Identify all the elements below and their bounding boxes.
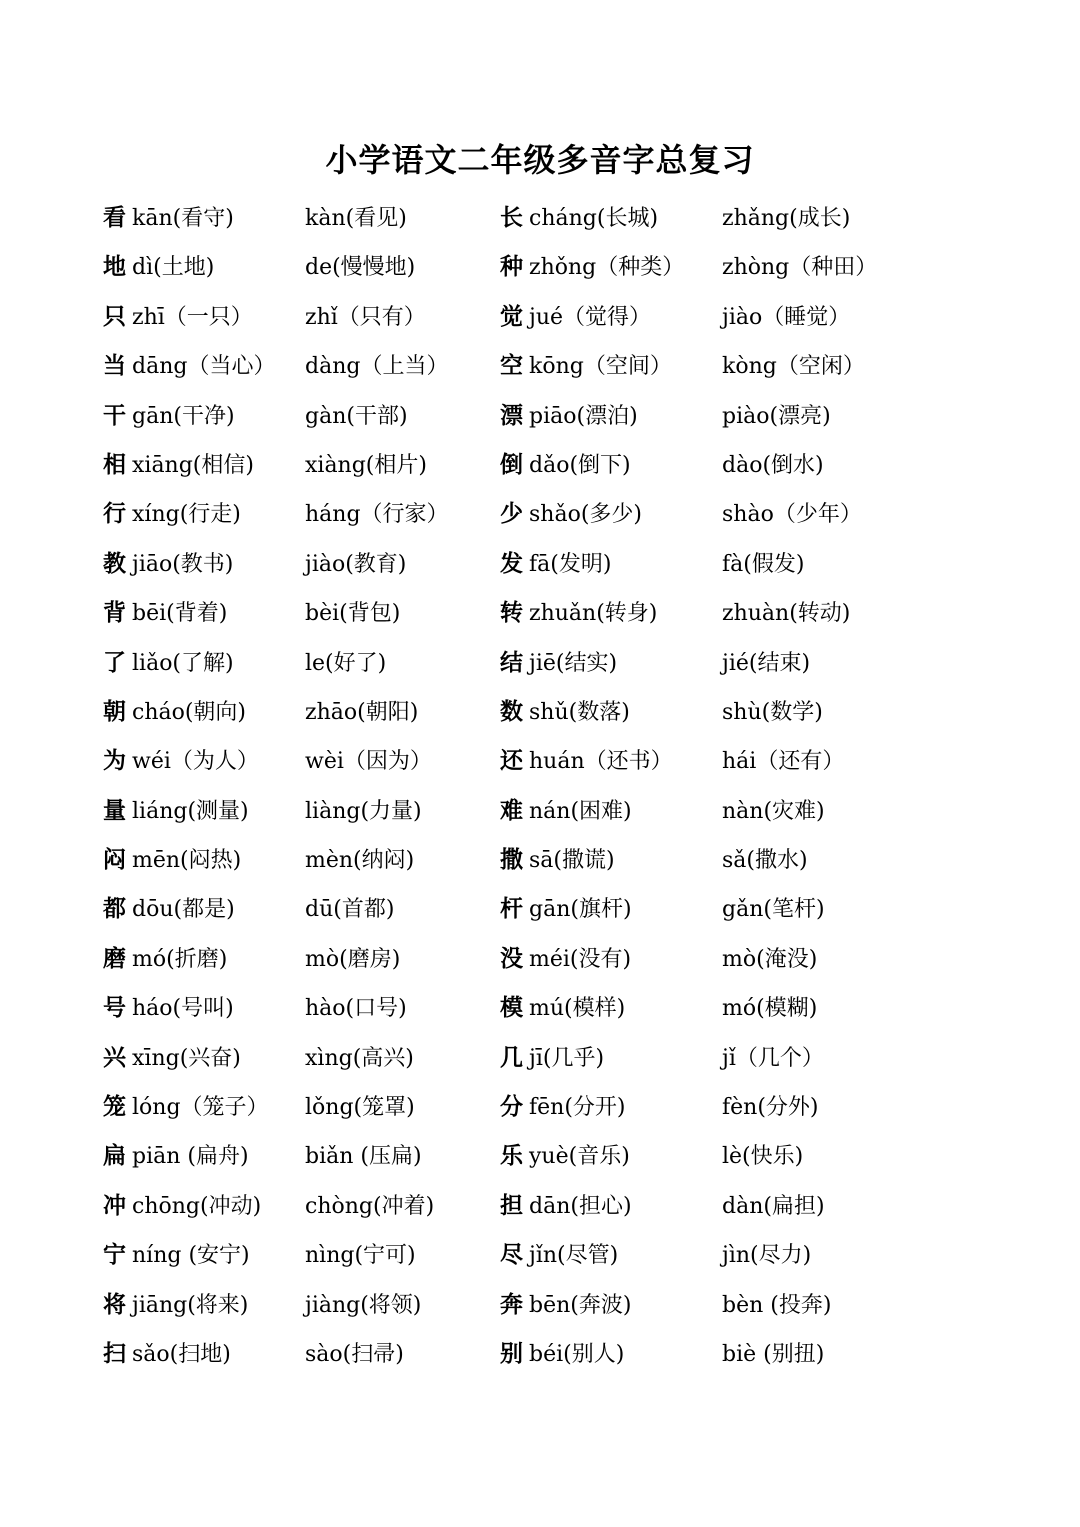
- right-reading-1: [500, 1083, 626, 1132]
- right-reading-1: [500, 194, 658, 243]
- left-r1-text: bēi(背着): [132, 601, 228, 627]
- left-reading-2: [305, 194, 407, 243]
- left-character: 量: [103, 797, 126, 824]
- left-character: 朝: [103, 698, 126, 725]
- right-character: 奔: [500, 1291, 523, 1318]
- right-r1-text: nán(困难): [529, 798, 632, 824]
- right-reading-1: [500, 688, 630, 737]
- right-r1-text: jué（觉得）: [529, 304, 652, 330]
- right-character: 没: [500, 945, 523, 972]
- left-character: 了: [103, 649, 126, 676]
- right-r1-text: zhuǎn(转身): [529, 601, 658, 627]
- left-reading-1: [103, 1132, 249, 1181]
- right-reading-1: [500, 1231, 618, 1280]
- right-reading-2: [722, 885, 825, 934]
- right-r2-text: biè (别扭): [722, 1341, 825, 1367]
- left-r1-text: xīng(兴奋): [132, 1045, 241, 1071]
- left-reading-1: [103, 1330, 231, 1379]
- left-character: 闷: [103, 847, 126, 874]
- left-r2-text: nìng(宁可): [305, 1243, 416, 1269]
- left-r2-text: le(好了): [305, 650, 387, 676]
- right-reading-1: [500, 293, 651, 342]
- left-r1-text: zhī（一只）: [132, 304, 253, 330]
- right-r2-text: kòng（空闲）: [722, 354, 865, 380]
- left-reading-2: [305, 1182, 434, 1231]
- table-row: [0, 490, 1080, 539]
- table-row: [0, 639, 1080, 688]
- left-r2-text: hào(口号): [305, 996, 407, 1022]
- right-reading-1: [500, 392, 638, 441]
- right-character: 几: [500, 1044, 523, 1071]
- page-title: 小学语文二年级多音字总复习: [325, 141, 755, 179]
- table-row: [0, 688, 1080, 737]
- right-reading-2: [722, 688, 823, 737]
- left-reading-2: [305, 1083, 415, 1132]
- right-character: 发: [500, 550, 523, 577]
- left-character: 行: [103, 501, 126, 528]
- left-reading-2: [305, 737, 432, 786]
- left-r2-text: zhāo(朝阳): [305, 699, 419, 725]
- left-r1-text: mó(折磨): [132, 946, 228, 972]
- right-r2-text: lè(快乐): [722, 1144, 804, 1170]
- left-r1-text: xíng(行走): [132, 502, 241, 528]
- right-r1-text: piāo(漂泊): [529, 403, 638, 429]
- left-r2-text: mò(磨房): [305, 946, 401, 972]
- right-r2-text: fà(假发): [722, 551, 805, 577]
- right-r1-text: cháng(长城): [529, 206, 659, 231]
- right-reading-1: [500, 639, 617, 688]
- left-reading-1: [103, 293, 253, 342]
- right-reading-2: [722, 1132, 803, 1181]
- left-reading-2: [305, 935, 400, 984]
- left-reading-2: [305, 342, 448, 391]
- right-r2-text: zhòng（种田）: [722, 255, 878, 281]
- right-reading-2: [722, 194, 850, 243]
- right-reading-2: [722, 392, 831, 441]
- right-r2-text: jìn(尽力): [722, 1243, 812, 1269]
- left-reading-2: [305, 1330, 404, 1379]
- table-row: [0, 243, 1080, 292]
- right-reading-1: [500, 342, 672, 391]
- left-reading-1: [103, 639, 234, 688]
- right-character: 少: [500, 501, 523, 528]
- left-r2-text: kàn(看见): [305, 206, 407, 231]
- right-r1-text: yuè(音乐): [529, 1144, 630, 1170]
- table-row: [0, 984, 1080, 1033]
- right-reading-1: [500, 441, 631, 490]
- right-r1-text: huán（还书）: [529, 749, 673, 775]
- right-reading-1: [500, 1182, 632, 1231]
- left-reading-1: [103, 243, 214, 292]
- left-r1-text: jiāo(教书): [132, 551, 234, 577]
- left-reading-1: [103, 935, 227, 984]
- right-reading-2: [722, 787, 825, 836]
- right-reading-2: [722, 1034, 824, 1083]
- right-reading-2: [722, 1281, 831, 1330]
- left-reading-1: [103, 1231, 250, 1280]
- left-character: 背: [103, 600, 126, 627]
- left-reading-2: [305, 1281, 421, 1330]
- right-reading-2: [722, 935, 817, 984]
- right-character: 撒: [500, 847, 523, 874]
- left-reading-2: [305, 540, 406, 589]
- left-reading-2: [305, 688, 418, 737]
- left-r2-text: háng（行家）: [305, 502, 449, 528]
- left-character: 号: [103, 995, 126, 1022]
- right-r1-text: dān(担心): [529, 1193, 632, 1219]
- left-r1-text: dāng（当心）: [132, 354, 276, 380]
- left-reading-1: [103, 1182, 261, 1231]
- right-reading-2: [722, 1083, 819, 1132]
- left-r1-text: cháo(朝向): [132, 699, 247, 725]
- left-r1-text: mēn(闷热): [132, 848, 242, 874]
- left-character: 教: [103, 550, 126, 577]
- left-reading-1: [103, 540, 233, 589]
- right-reading-1: [500, 935, 631, 984]
- left-reading-2: [305, 885, 394, 934]
- right-character: 难: [500, 797, 523, 824]
- right-r2-text: shù(数学): [722, 699, 823, 725]
- right-reading-1: [500, 1034, 604, 1083]
- left-character: 干: [103, 402, 126, 429]
- left-r2-text: jiào(教育): [305, 551, 407, 577]
- left-character: 宁: [103, 1242, 126, 1269]
- left-reading-1: [103, 836, 241, 885]
- right-character: 种: [500, 254, 523, 281]
- table-row: [0, 1083, 1080, 1132]
- left-reading-2: [305, 490, 449, 539]
- right-reading-2: [722, 540, 804, 589]
- table-row: [0, 589, 1080, 638]
- right-reading-1: [500, 885, 632, 934]
- table-row: [0, 194, 1080, 243]
- right-r1-text: kōng（空间）: [529, 354, 672, 380]
- left-reading-1: [103, 441, 254, 490]
- right-character: 乐: [500, 1143, 523, 1170]
- left-reading-1: [103, 984, 234, 1033]
- right-character: 杆: [500, 896, 523, 923]
- left-reading-1: [103, 1083, 269, 1132]
- left-reading-2: [305, 392, 408, 441]
- right-r1-text: sā(撒谎): [529, 848, 615, 874]
- right-reading-1: [500, 787, 632, 836]
- right-reading-1: [500, 1281, 631, 1330]
- left-reading-2: [305, 589, 400, 638]
- left-r1-text: níng (安宁): [132, 1243, 250, 1269]
- right-character: 空: [500, 353, 523, 380]
- right-reading-1: [500, 737, 673, 786]
- right-reading-1: [500, 589, 657, 638]
- left-character: 地: [103, 254, 126, 281]
- right-character: 尽: [500, 1242, 523, 1269]
- left-reading-1: [103, 688, 246, 737]
- table-row: [0, 441, 1080, 490]
- right-r1-text: jiē(结实): [529, 650, 618, 676]
- left-r2-text: xìng(高兴): [305, 1045, 414, 1071]
- right-character: 觉: [500, 303, 523, 330]
- left-reading-1: [103, 1034, 241, 1083]
- left-r1-text: dì(土地): [132, 255, 215, 281]
- right-character: 漂: [500, 402, 523, 429]
- left-reading-1: [103, 589, 227, 638]
- right-reading-1: [500, 540, 611, 589]
- left-character: 磨: [103, 945, 126, 972]
- left-r1-text: wéi（为人）: [132, 749, 259, 775]
- left-character: 当: [103, 353, 126, 380]
- left-r2-text: wèi（因为）: [305, 749, 432, 775]
- left-r1-text: lóng（笼子）: [132, 1095, 269, 1121]
- table-row: [0, 1330, 1080, 1379]
- right-r2-text: piào(漂亮): [722, 403, 831, 429]
- left-r2-text: dū(首都): [305, 897, 395, 923]
- right-character: 数: [500, 698, 523, 725]
- right-reading-2: [722, 342, 865, 391]
- right-r2-text: zhǎng(成长): [722, 206, 851, 231]
- right-reading-1: [500, 490, 642, 539]
- right-r2-text: dàn(扁担): [722, 1193, 825, 1219]
- table-row: [0, 836, 1080, 885]
- left-character: 相: [103, 451, 126, 478]
- left-r1-text: gān(干净): [132, 403, 235, 429]
- left-character: 笼: [103, 1094, 126, 1121]
- left-reading-1: [103, 1281, 248, 1330]
- table-row: [0, 885, 1080, 934]
- table-row: [0, 787, 1080, 836]
- right-character: 结: [500, 649, 523, 676]
- right-r1-text: shǔ(数落): [529, 699, 630, 725]
- right-reading-1: [500, 1132, 630, 1181]
- left-r2-text: sào(扫帚): [305, 1341, 404, 1367]
- left-r1-text: kān(看守): [132, 206, 234, 231]
- right-r2-text: dào(倒水): [722, 452, 824, 478]
- left-character: 都: [103, 896, 126, 923]
- right-r2-text: jié(结束): [722, 650, 811, 676]
- right-r1-text: fēn(分开): [529, 1095, 626, 1121]
- left-r1-text: chōng(冲动): [132, 1193, 262, 1219]
- right-reading-2: [722, 1330, 824, 1379]
- table-row: [0, 540, 1080, 589]
- right-r2-text: nàn(灾难): [722, 798, 825, 824]
- right-character: 担: [500, 1192, 523, 1219]
- left-character: 扁: [103, 1143, 126, 1170]
- left-reading-2: [305, 787, 422, 836]
- left-r2-text: liàng(力量): [305, 798, 422, 824]
- right-r1-text: bēn(奔波): [529, 1292, 632, 1318]
- right-r1-text: mú(模样): [529, 996, 626, 1022]
- left-r2-text: chòng(冲着): [305, 1193, 435, 1219]
- left-reading-1: [103, 342, 275, 391]
- right-r2-text: mó(模糊): [722, 996, 818, 1022]
- table-row: [0, 342, 1080, 391]
- left-r1-text: xiāng(相信): [132, 452, 254, 478]
- table-row: [0, 1034, 1080, 1083]
- left-r1-text: dōu(都是): [132, 897, 235, 923]
- right-r1-text: méi(没有): [529, 946, 632, 972]
- right-reading-2: [722, 984, 817, 1033]
- left-reading-2: [305, 984, 407, 1033]
- table-row: [0, 935, 1080, 984]
- left-r2-text: zhǐ（只有）: [305, 304, 426, 330]
- right-reading-1: [500, 1330, 624, 1379]
- right-reading-2: [722, 1182, 825, 1231]
- right-r1-text: jǐn(尽管): [529, 1243, 619, 1269]
- right-r1-text: béi(别人): [529, 1341, 625, 1367]
- left-reading-2: [305, 1231, 416, 1280]
- left-r2-text: bèi(背包): [305, 601, 401, 627]
- left-r2-text: biǎn (压扁): [305, 1144, 422, 1170]
- left-character: 扫: [103, 1340, 126, 1367]
- right-reading-1: [500, 243, 684, 292]
- left-r2-text: gàn(干部): [305, 403, 408, 429]
- left-r1-text: liǎo(了解): [132, 650, 234, 676]
- right-r1-text: shǎo(多少): [529, 502, 642, 528]
- table-row: [0, 293, 1080, 342]
- right-reading-2: [722, 441, 824, 490]
- left-r2-text: xiàng(相片): [305, 452, 427, 478]
- table-row: [0, 1281, 1080, 1330]
- left-r1-text: piān (扁舟): [132, 1144, 249, 1170]
- table-row: [0, 392, 1080, 441]
- right-r2-text: bèn (投奔): [722, 1292, 832, 1318]
- left-r1-text: sǎo(扫地): [132, 1341, 231, 1367]
- right-reading-2: [722, 490, 862, 539]
- right-reading-2: [722, 243, 877, 292]
- right-reading-2: [722, 639, 810, 688]
- right-character: 倒: [500, 451, 523, 478]
- left-character: 看: [103, 205, 126, 231]
- left-reading-1: [103, 885, 235, 934]
- right-r2-text: hái（还有）: [722, 749, 845, 775]
- left-character: 冲: [103, 1192, 126, 1219]
- left-reading-2: [305, 1132, 422, 1181]
- left-r2-text: mèn(纳闷): [305, 848, 415, 874]
- left-character: 只: [103, 303, 126, 330]
- left-reading-1: [103, 392, 235, 441]
- left-r2-text: de(慢慢地): [305, 255, 416, 281]
- left-r1-text: liáng(测量): [132, 798, 249, 824]
- left-reading-2: [305, 293, 426, 342]
- right-character: 模: [500, 995, 523, 1022]
- right-character: 转: [500, 600, 523, 627]
- right-character: 长: [500, 205, 523, 231]
- left-reading-2: [305, 441, 427, 490]
- right-reading-2: [722, 737, 844, 786]
- left-reading-1: [103, 787, 249, 836]
- left-reading-1: [103, 490, 241, 539]
- right-r2-text: mò(淹没): [722, 946, 818, 972]
- table-row: [0, 1132, 1080, 1181]
- right-r2-text: gǎn(笔杆): [722, 897, 825, 923]
- right-reading-2: [722, 836, 808, 885]
- left-character: 兴: [103, 1044, 126, 1071]
- right-r2-text: shào（少年）: [722, 502, 862, 528]
- table-row: [0, 1182, 1080, 1231]
- right-reading-2: [722, 293, 850, 342]
- right-r1-text: dǎo(倒下): [529, 452, 631, 478]
- table-row: [0, 737, 1080, 786]
- right-character: 分: [500, 1094, 523, 1121]
- left-r2-text: jiàng(将领): [305, 1292, 422, 1318]
- left-reading-2: [305, 243, 415, 292]
- right-r1-text: jī(几乎): [529, 1045, 605, 1071]
- left-r2-text: lǒng(笼罩): [305, 1095, 415, 1121]
- right-r1-text: gān(旗杆): [529, 897, 632, 923]
- right-r2-text: sǎ(撒水): [722, 848, 808, 874]
- right-r2-text: jiào（睡觉）: [722, 304, 851, 330]
- right-r1-text: fā(发明): [529, 551, 612, 577]
- polyphone-list: [0, 194, 1080, 1379]
- right-reading-2: [722, 1231, 811, 1280]
- right-r2-text: jǐ（几个）: [722, 1045, 824, 1071]
- right-r2-text: fèn(分外): [722, 1095, 819, 1121]
- left-reading-2: [305, 836, 414, 885]
- right-r1-text: zhǒng（种类）: [529, 255, 685, 281]
- right-character: 别: [500, 1340, 523, 1367]
- right-r2-text: zhuàn(转动): [722, 601, 851, 627]
- right-character: 还: [500, 748, 523, 775]
- table-row: [0, 1231, 1080, 1280]
- left-reading-2: [305, 1034, 414, 1083]
- right-reading-1: [500, 836, 615, 885]
- left-r1-text: jiāng(将来): [132, 1292, 249, 1318]
- left-character: 将: [103, 1291, 126, 1318]
- right-reading-1: [500, 984, 625, 1033]
- left-reading-2: [305, 639, 386, 688]
- left-r1-text: háo(号叫): [132, 996, 234, 1022]
- right-reading-2: [722, 589, 850, 638]
- left-reading-1: [103, 194, 234, 243]
- left-reading-1: [103, 737, 259, 786]
- left-character: 为: [103, 748, 126, 775]
- left-r2-text: dàng（上当）: [305, 354, 449, 380]
